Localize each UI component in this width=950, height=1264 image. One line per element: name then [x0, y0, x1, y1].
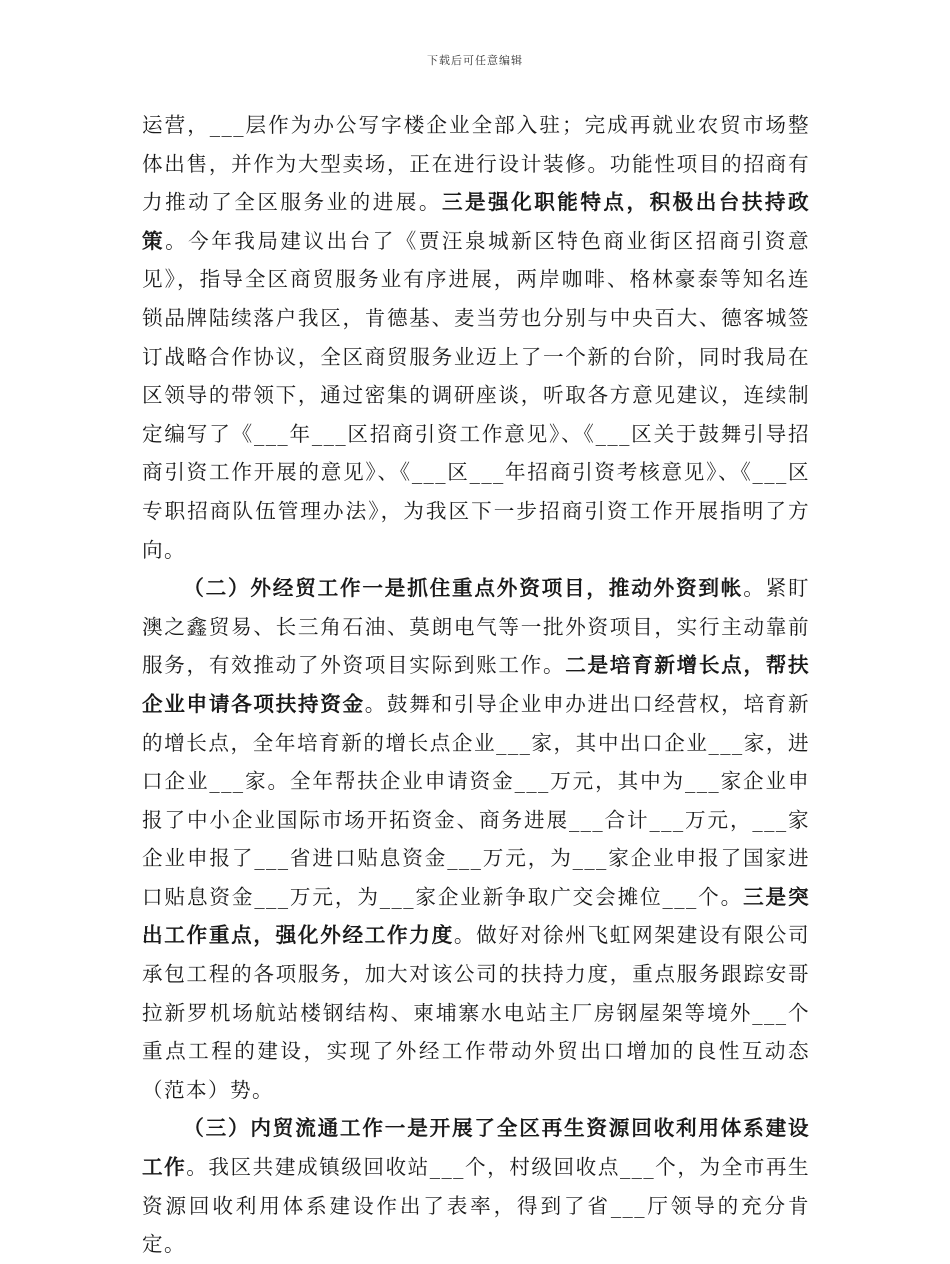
text-segment: 。今年我局建议出台了《贾汪泉城新区特色商业街区招商引资意见》，指导全区商贸服务业有序进展，两岸咖啡、格林豪泰等知名连锁品牌陆续落户我区，肯德基、麦当劳也分别与中央百大、德客城签订战略合作协议，全区商贸服务业迈上了一个新的台阶，同时我局在区领导的带领下，通过密集的调研座谈，听取各方意见建议，连续制定编写了《___年___区招商引资工作意见》、《___区关于鼓舞引导招商引资工作开展的意见》、《___区___年招商引资考核意见》、《___区专职招商队伍管理办法》，为我区下一步招商引资工作开展指明了方向。	[142, 228, 810, 562]
bold-heading-segment: （三）内贸流通工作一是开展了全区再生资源回收利用体系建设工作	[142, 1116, 810, 1180]
text-segment: 。我区共建成镇级回收站___个，村级回收点___个，为全市再生资源回收利用体系建设作出了表率，得到了省___厅领导的充分肯定。	[142, 1155, 810, 1257]
bold-heading-segment: 二是培育新增长点，帮扶企业申请各项扶持资金	[142, 653, 810, 716]
paragraph-foreign-trade	[142, 569, 810, 1109]
text-segment: 运营，___层作为办公写字楼企业全部入驻；完成再就业农贸市场整体出售，并作为大型卖场，正在进行设计装修。功能性项目的招商有力推动了全区服务业的进展。	[142, 113, 810, 215]
bold-heading-segment: （二）外经贸工作一是抓住重点外资项目，推动外资到帐	[183, 576, 744, 601]
bold-heading-segment: 三是突出工作重点，强化外经工作力度	[142, 884, 810, 948]
page-header-note: 下载后可任意编辑	[427, 54, 523, 67]
document-body	[142, 106, 810, 1264]
text-segment: 。紧盯澳之鑫贸易、长三角石油、莫朗电气等一批外资项目，实行主动靠前服务，有效推动了外资项目实际到账工作。	[142, 576, 810, 678]
paragraph-continuation	[142, 106, 810, 569]
text-segment: 。做好对徐州飞虹网架建设有限公司承包工程的各项服务，加大对该公司的扶持力度，重点服务跟踪安哥拉新罗机场航站楼钢结构、柬埔寨水电站主厂房钢屋架等境外___个重点工程的建设，实现了外经工作带动外贸出口增加的良性互动态（范本）势。	[142, 923, 810, 1102]
paragraph-domestic-trade	[142, 1109, 810, 1263]
text-segment: 。鼓舞和引导企业申办进出口经营权，培育新的增长点，全年培育新的增长点企业___家，其中出口企业___家，进口企业___家。全年帮扶企业申请资金___万元，其中为___家企业申报了中小企业国际市场开拓资金、商务进展___合计___万元，___家企业申报了___省进口贴息资金___万元，为___家企业申报了国家进口贴息资金___万元，为___家企业新争取广交会摊位___个。	[142, 691, 811, 909]
bold-heading-segment: 三是强化职能特点，积极出台扶持政策	[142, 190, 810, 253]
